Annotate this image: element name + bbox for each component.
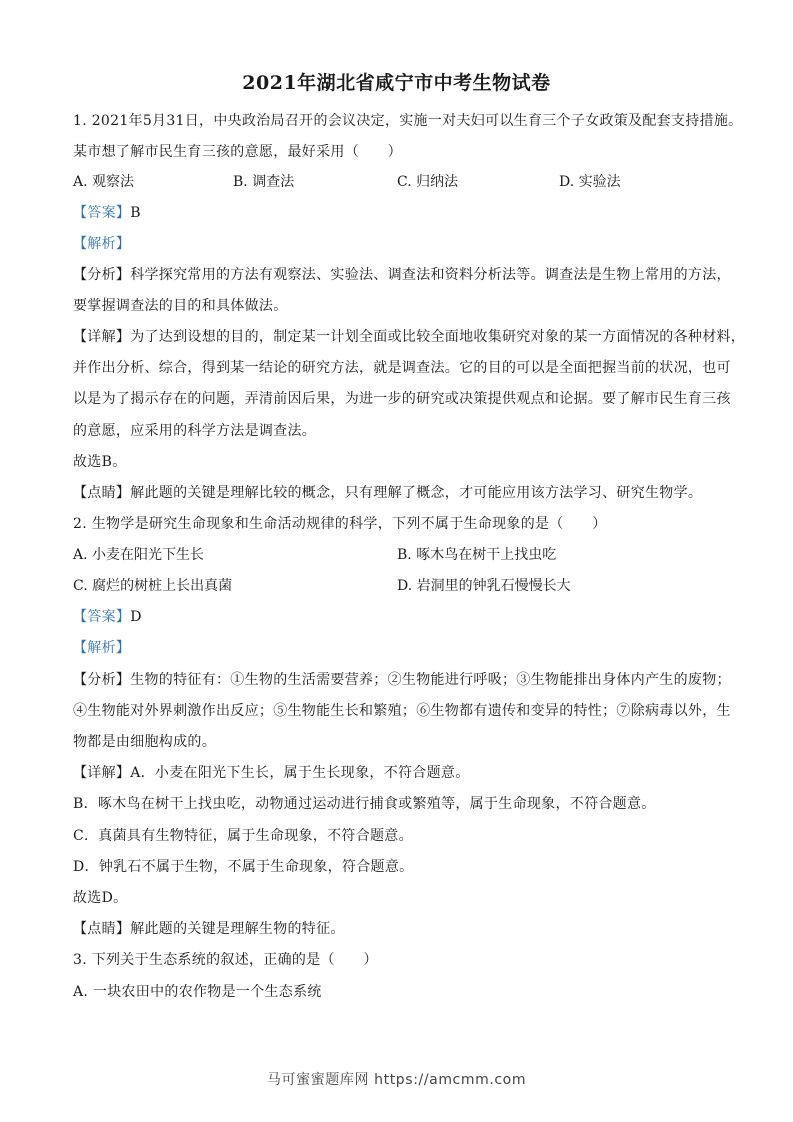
dianjing-tag: 【点睛】 [73,921,131,937]
q1-answer [73,203,733,223]
q3-option-a: A. 一块农田中的农作物是一个生态系统 [73,984,322,1000]
xiangjie-text: A．小麦在阳光下生长，属于生长现象，不符合题意。 [130,765,470,781]
page-title: 2021年湖北省咸宁市中考生物试卷 [242,72,551,94]
q2-jiexi [73,638,733,658]
dianjing-text: 解此题的关键是理解比较的概念，只有理解了概念，才可能应用该方法学习、研究生物学。 [130,485,703,501]
q1-option-d: D. 实验法 [559,174,621,190]
footer-watermark: 马可蜜蜜题库网 https://amcmm.com [266,1072,527,1088]
q2-option-d: D. 岩洞里的钟乳石慢慢长大 [397,578,571,594]
answer-value: B [130,205,141,221]
q2-fenxi-line1 [73,670,733,690]
fenxi-text: 生物的特征有：①生物的生活需要营养；②生物能进行呼吸；③生物能排出身体内产生的废物； [130,672,731,688]
q2-stem: 2. 生物学是研究生命现象和生命活动规律的科学，下列不属于生命现象的是（ ） [73,516,607,532]
q1-choose: 故选B。 [73,454,127,470]
q1-fenxi-line2: 要掌握调查法的目的和具体做法。 [73,298,288,314]
q1-fenxi-line1 [73,265,733,285]
xiangjie-tag: 【详解】 [73,329,131,345]
q1-jiexi [73,234,733,254]
q3-stem: 3. 下列关于生态系统的叙述，正确的是（ ） [73,952,378,968]
q1-stem-line1: 1. 2021年5月31日，中央政治局召开的会议决定，实施一对夫妇可以生育三个子女政策及配套支持措施。 [73,113,743,129]
q2-xiangjie-line2: B．啄木鸟在树干上找虫吃，动物通过运动进行捕食或繁殖等，属于生命现象，不符合题意。 [73,796,656,812]
q2-fenxi-line2: ④生物能对外界刺激作出反应；⑤生物能生长和繁殖；⑥生物都有遗传和变异的特性；⑦除病毒以外，生 [73,703,731,719]
q2-fenxi-line3: 物都是由细胞构成的。 [73,734,216,750]
dianjing-tag: 【点睛】 [73,485,131,501]
q1-xiangjie-line3: 以是为了揭示存在的问题，弄清前因后果，为进一步的研究或决策提供观点和论据。要了解市民生育三孩 [73,391,731,407]
q1-dianjing [73,483,733,503]
q2-option-b: B. 啄木鸟在树干上找虫吃 [397,547,557,563]
q1-stem-line2: 某市想了解市民生育三孩的意愿，最好采用（ ） [73,144,402,160]
fenxi-tag: 【分析】 [73,267,131,283]
xiangjie-text: 为了达到设想的目的，制定某一计划全面或比较全面地收集研究对象的某一方面情况的各种材料， [130,329,746,345]
q1-option-c: C. 归纳法 [397,174,459,190]
q2-choose: 故选D。 [73,890,128,906]
q2-option-c: C. 腐烂的树桩上长出真菌 [73,578,233,594]
dianjing-text: 解此题的关键是理解生物的特征。 [130,921,345,937]
fenxi-text: 科学探究常用的方法有观察法、实验法、调查法和资料分析法等。调查法是生物上常用的方法， [130,267,731,283]
jiexi-tag: 【解析】 [73,640,131,656]
q1-option-b: B. 调查法 [233,174,295,190]
q2-xiangjie-line4: D．钟乳石不属于生物，不属于生命现象，符合题意。 [73,859,414,875]
xiangjie-tag: 【详解】 [73,765,131,781]
q2-option-a: A. 小麦在阳光下生长 [73,547,205,563]
answer-tag: 【答案】 [73,205,131,221]
q1-xiangjie-line1 [73,327,746,347]
q2-xiangjie-line1 [73,763,733,783]
q1-xiangjie-line2: 并作出分析、综合，得到某一结论的研究方法，就是调查法。它的目的可以是全面把握当前的状况，也可 [73,360,731,376]
q1-option-a: A. 观察法 [73,174,135,190]
answer-tag: 【答案】 [73,609,131,625]
q2-dianjing [73,919,733,939]
q2-xiangjie-line3: C．真菌具有生物特征，属于生命现象，不符合题意。 [73,828,413,844]
q2-answer [73,607,733,627]
answer-value: D [130,609,142,625]
jiexi-tag: 【解析】 [73,236,131,252]
fenxi-tag: 【分析】 [73,672,131,688]
q1-xiangjie-line4: 的意愿，应采用的科学方法是调查法。 [73,423,317,439]
